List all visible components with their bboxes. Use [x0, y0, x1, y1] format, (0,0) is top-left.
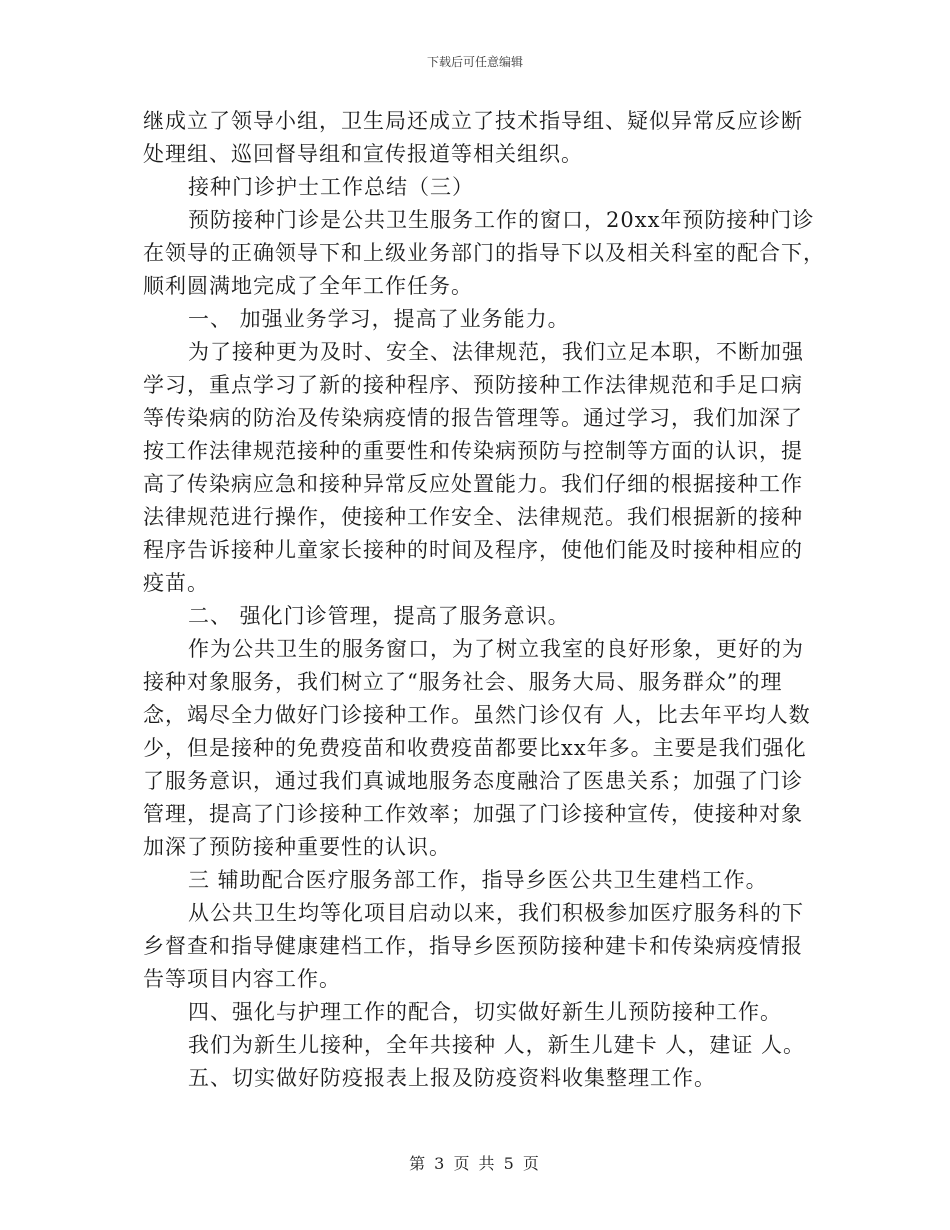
text-line: 管理，提高了门诊接种工作效率；加强了门诊接种宣传，使接种对象	[143, 802, 803, 826]
text-line: 告等项目内容工作。	[143, 967, 341, 991]
text-line: 在领导的正确领导下和上级业务部门的指导下以及相关科室的配合下，	[143, 241, 825, 265]
text-line: 继成立了领导小组，卫生局还成立了技术指导组、疑似异常反应诊断	[143, 109, 803, 133]
text-line: 等传染病的防治及传染病疫情的报告管理等。通过学习，我们加深了	[143, 406, 803, 430]
text-line: 顺利圆满地完成了全年工作任务。	[143, 274, 473, 298]
page-footer: 第 3 页 共 5 页	[409, 1154, 541, 1173]
text-line: 程序告诉接种儿童家长接种的时间及程序，使他们能及时接种相应的	[143, 538, 803, 562]
text-line: 疫苗。	[143, 571, 209, 595]
text-line: 接种对象服务，我们树立了“服务社会、服务大局、服务群众”的理	[143, 670, 783, 694]
text-line: 从公共卫生均等化项目启动以来，我们积极参加医疗服务科的下	[188, 901, 804, 925]
text-line: 预防接种门诊是公共卫生服务工作的窗口，20xx年预防接种门诊	[188, 208, 815, 232]
text-line: 作为公共卫生的服务窗口，为了树立我室的良好形象，更好的为	[188, 637, 804, 661]
text-line: 高了传染病应急和接种异常反应处置能力。我们仔细的根据接种工作	[143, 472, 803, 496]
text-line: 法律规范进行操作，使接种工作安全、法律规范。我们根据新的接种	[143, 505, 803, 529]
section-heading: 二、 强化门诊管理，提高了服务意识。	[188, 604, 570, 628]
section-title: 接种门诊护士工作总结（三）	[188, 175, 474, 199]
text-line: 为了接种更为及时、安全、法律规范，我们立足本职，不断加强	[188, 340, 804, 364]
text-line: 学习，重点学习了新的接种程序、预防接种工作法律规范和手足口病	[143, 373, 803, 397]
header-note: 下载后可任意编辑	[426, 55, 523, 69]
text-line: 念，竭尽全力做好门诊接种工作。虽然门诊仅有 人，比去年平均人数	[143, 703, 811, 727]
text-line: 加深了预防接种重要性的认识。	[143, 835, 451, 859]
text-line: 了服务意识，通过我们真诚地服务态度融洽了医患关系；加强了门诊	[143, 769, 803, 793]
section-heading: 一、 加强业务学习，提高了业务能力。	[188, 307, 570, 331]
document-body	[143, 105, 825, 1095]
text-line: 少，但是接种的免费疫苗和收费疫苗都要比xx年多。主要是我们强化	[143, 736, 807, 760]
text-line: 我们为新生儿接种，全年共接种 人，新生儿建卡 人，建证 人。	[188, 1033, 806, 1057]
section-heading: 五、切实做好防疫报表上报及防疫资料收集整理工作。	[188, 1066, 716, 1090]
text-line: 按工作法律规范接种的重要性和传染病预防与控制等方面的认识，提	[143, 439, 803, 463]
section-heading: 四、强化与护理工作的配合，切实做好新生儿预防接种工作。	[188, 1000, 782, 1024]
section-heading: 三 辅助配合医疗服务部工作，指导乡医公共卫生建档工作。	[188, 868, 768, 892]
text-line: 乡督查和指导健康建档工作，指导乡医预防接种建卡和传染病疫情报	[143, 934, 803, 958]
text-line: 处理组、巡回督导组和宣传报道等相关组织。	[143, 142, 583, 166]
